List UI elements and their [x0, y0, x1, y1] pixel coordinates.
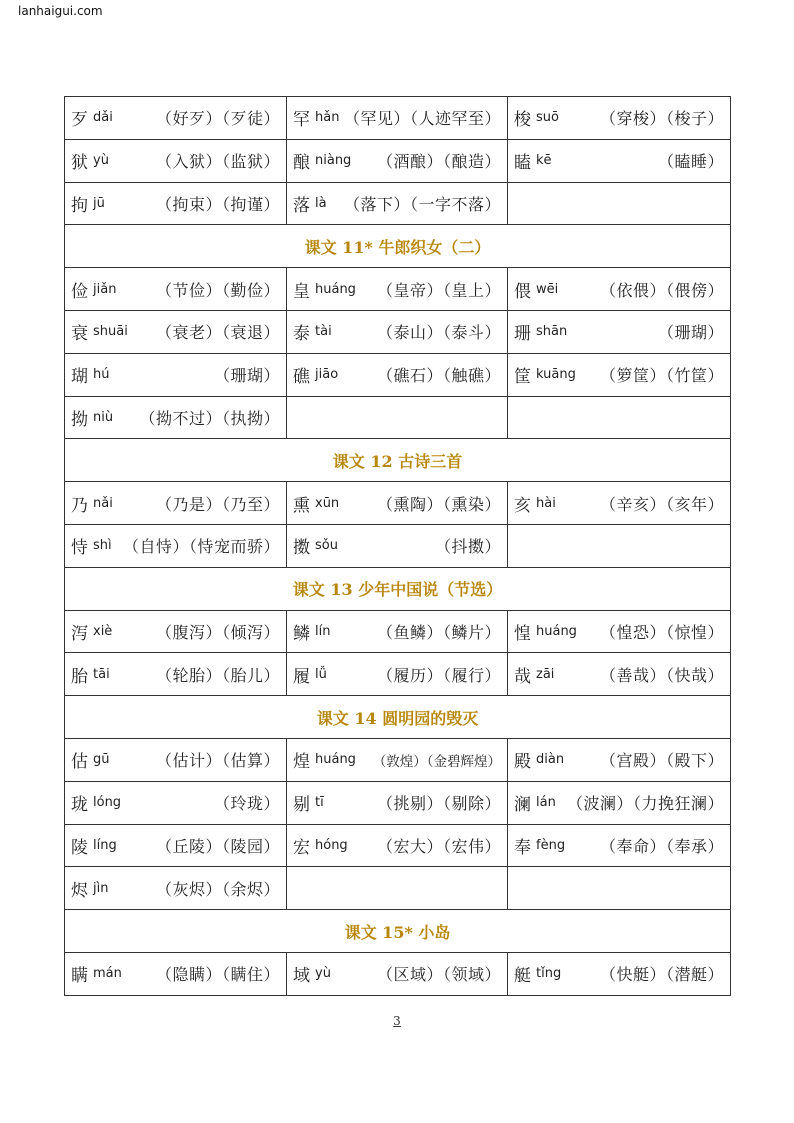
- pinyin: xiè: [93, 623, 113, 639]
- example-words: （珊瑚）: [213, 366, 280, 386]
- example-words: （好歹）（歹徒）: [155, 109, 280, 129]
- pinyin: tài: [315, 324, 332, 340]
- character: 狱: [71, 153, 88, 174]
- vocab-cell: [65, 738, 287, 781]
- character: 熏: [293, 495, 310, 516]
- pinyin: shān: [536, 324, 568, 340]
- pinyin: sǒu: [315, 538, 338, 554]
- character: 瑚: [71, 367, 88, 388]
- pinyin: shuāi: [93, 324, 128, 340]
- table-row: [65, 781, 731, 824]
- vocab-cell: [65, 396, 287, 439]
- pinyin: lóng: [93, 795, 122, 811]
- example-words: （泰山）（泰斗）: [376, 323, 501, 343]
- pinyin: jiǎn: [93, 281, 117, 297]
- vocab-cell: [65, 781, 287, 824]
- pinyin: kuāng: [536, 367, 576, 383]
- lesson-title-row: [65, 567, 731, 610]
- table-row: [65, 482, 731, 525]
- pinyin: tī: [315, 795, 324, 811]
- lesson-title-row: [65, 225, 731, 268]
- pinyin: hú: [93, 367, 110, 383]
- character: 落: [293, 195, 310, 216]
- example-words: （熏陶）（熏染）: [376, 494, 501, 514]
- vocab-cell: [287, 653, 508, 696]
- character: 筐: [514, 367, 531, 388]
- pinyin: niàng: [315, 153, 352, 169]
- empty-cell: [508, 182, 731, 225]
- example-words: （乃是）（乃至）: [155, 494, 280, 514]
- pinyin: huáng: [315, 281, 356, 297]
- example-words: （拘束）（拘谨）: [155, 194, 280, 214]
- character: 瞌: [514, 153, 531, 174]
- vocab-cell: [508, 268, 731, 311]
- table-row: [65, 182, 731, 225]
- vocab-cell: [65, 867, 287, 910]
- pinyin: yù: [93, 153, 109, 169]
- pinyin: niù: [93, 409, 114, 425]
- example-words: （礁石）（触礁）: [376, 366, 501, 386]
- pinyin: lán: [536, 795, 556, 811]
- lesson-title: 课文 12 古诗三首: [65, 439, 731, 482]
- example-words: （宏大）（宏伟）: [376, 836, 501, 856]
- character: 泰: [293, 324, 310, 345]
- example-words: （穿梭）（梭子）: [599, 109, 724, 129]
- character: 奉: [514, 837, 531, 858]
- character: 估: [71, 752, 88, 773]
- example-words: （鱼鳞）（鳞片）: [376, 622, 501, 642]
- example-words: （珊瑚）: [657, 323, 724, 343]
- vocab-cell: [287, 139, 508, 182]
- pinyin: lín: [315, 623, 331, 639]
- table-row: [65, 97, 731, 140]
- vocab-cell: [508, 310, 731, 353]
- example-words: （履历）（履行）: [376, 665, 501, 685]
- vocab-cell: [65, 824, 287, 867]
- example-words: （拗不过）（执拗）: [139, 408, 280, 428]
- example-words: （腹泻）（倾泻）: [155, 622, 280, 642]
- character: 皇: [293, 281, 310, 302]
- example-words: （隐瞒）（瞒住）: [155, 965, 280, 985]
- pinyin: tāi: [93, 666, 110, 682]
- lesson-title: 课文 13 少年中国说（节选）: [65, 567, 731, 610]
- empty-cell: [287, 396, 508, 439]
- character: 澜: [514, 795, 531, 816]
- pinyin: líng: [93, 837, 117, 853]
- character: 宏: [293, 837, 310, 858]
- character: 乃: [71, 495, 88, 516]
- example-words: （估计）（估算）: [155, 751, 280, 771]
- vocab-cell: [287, 610, 508, 653]
- pinyin: jū: [93, 195, 105, 211]
- pinyin: jìn: [93, 880, 109, 896]
- character: 剔: [293, 795, 310, 816]
- vocab-cell: [287, 353, 508, 396]
- table-row: [65, 824, 731, 867]
- vocab-cell: [287, 952, 508, 995]
- character: 拘: [71, 195, 88, 216]
- table-row: [65, 867, 731, 910]
- vocab-cell: [65, 653, 287, 696]
- character: 瞒: [71, 966, 88, 987]
- table-row: [65, 610, 731, 653]
- example-words: （依偎）（偎傍）: [599, 280, 724, 300]
- page-number: 3: [393, 1014, 401, 1028]
- empty-cell: [508, 867, 731, 910]
- pinyin: lǚ: [315, 666, 327, 682]
- character: 艇: [514, 966, 531, 987]
- character: 煌: [293, 752, 310, 773]
- pinyin: tǐng: [536, 966, 562, 982]
- vocab-cell: [65, 182, 287, 225]
- example-words: （罕见）（人迹罕至）: [343, 109, 501, 129]
- pinyin: mán: [93, 966, 122, 982]
- vocab-cell: [508, 482, 731, 525]
- pinyin: diàn: [536, 752, 565, 768]
- example-words: （皇帝）（皇上）: [376, 280, 501, 300]
- vocab-cell: [287, 182, 508, 225]
- example-words: （玲珑）: [213, 794, 280, 814]
- character: 恃: [71, 538, 88, 559]
- lesson-title: 课文 11* 牛郎织女（二）: [65, 225, 731, 268]
- vocab-cell: [65, 524, 287, 567]
- example-words: （箩筐）（竹筐）: [599, 366, 724, 386]
- character: 惶: [514, 623, 531, 644]
- example-words: （奉命）（奉承）: [599, 836, 724, 856]
- pinyin: là: [315, 195, 327, 211]
- pinyin: suō: [536, 110, 559, 126]
- vocab-cell: [65, 610, 287, 653]
- table-row: [65, 738, 731, 781]
- table-row: [65, 396, 731, 439]
- vocab-cell: [65, 139, 287, 182]
- pinyin: kē: [536, 153, 552, 169]
- character: 歹: [71, 110, 88, 131]
- character: 珊: [514, 324, 531, 345]
- example-words: （区域）（领域）: [376, 965, 501, 985]
- example-words: （辛亥）（亥年）: [599, 494, 724, 514]
- vocab-cell: [287, 268, 508, 311]
- empty-cell: [287, 867, 508, 910]
- character: 俭: [71, 281, 88, 302]
- table-row: [65, 353, 731, 396]
- example-words: （入狱）（监狱）: [155, 152, 280, 172]
- character: 胎: [71, 666, 88, 687]
- character: 礁: [293, 367, 310, 388]
- table-row: [65, 524, 731, 567]
- example-words: （自恃）（恃宠而骄）: [122, 537, 280, 557]
- character: 域: [293, 966, 310, 987]
- example-words: （丘陵）（陵园）: [155, 836, 280, 856]
- lesson-title: 课文 14 圆明园的毁灭: [65, 696, 731, 739]
- character: 鳞: [293, 623, 310, 644]
- example-words: （瞌睡）: [657, 152, 724, 172]
- vocab-cell: [508, 738, 731, 781]
- example-words: （灰烬）（余烬）: [155, 879, 280, 899]
- character: 陵: [71, 837, 88, 858]
- example-words: （宫殿）（殿下）: [599, 751, 724, 771]
- character: 衰: [71, 324, 88, 345]
- vocab-cell: [508, 824, 731, 867]
- example-words: （快艇）（潜艇）: [599, 965, 724, 985]
- example-words: （抖擞）: [434, 537, 501, 557]
- lesson-title-row: [65, 910, 731, 953]
- pinyin: jiāo: [315, 367, 339, 383]
- pinyin: huáng: [536, 623, 577, 639]
- pinyin: zāi: [536, 666, 555, 682]
- vocab-cell: [65, 353, 287, 396]
- lesson-title: 课文 15* 小岛: [65, 910, 731, 953]
- vocab-cell: [287, 824, 508, 867]
- pinyin: dǎi: [93, 110, 113, 126]
- character: 泻: [71, 623, 88, 644]
- pinyin: gū: [93, 752, 110, 768]
- character: 哉: [514, 666, 531, 687]
- vocabulary-table: [64, 96, 731, 996]
- pinyin: hóng: [315, 837, 348, 853]
- vocab-cell: [287, 310, 508, 353]
- vocab-cell: [508, 353, 731, 396]
- table-row: [65, 268, 731, 311]
- vocab-cell: [508, 97, 731, 140]
- vocab-cell: [508, 139, 731, 182]
- lesson-title-row: [65, 439, 731, 482]
- character: 擞: [293, 538, 310, 559]
- vocab-cell: [287, 97, 508, 140]
- character: 偎: [514, 281, 531, 302]
- vocab-cell: [508, 610, 731, 653]
- pinyin: hǎn: [315, 110, 340, 126]
- table-row: [65, 653, 731, 696]
- empty-cell: [508, 524, 731, 567]
- vocab-cell: [65, 268, 287, 311]
- table-row: [65, 952, 731, 995]
- vocab-cell: [287, 524, 508, 567]
- vocab-cell: [65, 952, 287, 995]
- character: 履: [293, 666, 310, 687]
- table-row: [65, 139, 731, 182]
- pinyin: yù: [315, 966, 331, 982]
- vocab-cell: [287, 482, 508, 525]
- example-words: （落下）（一字不落）: [343, 194, 501, 214]
- site-watermark: lanhaigui.com: [18, 4, 103, 18]
- character: 珑: [71, 795, 88, 816]
- pinyin: fèng: [536, 837, 566, 853]
- vocab-cell: [508, 781, 731, 824]
- example-words: （惶恐）（惊惶）: [599, 622, 724, 642]
- pinyin: shì: [93, 538, 112, 554]
- example-words: （善哉）（快哉）: [599, 665, 724, 685]
- vocab-cell: [287, 781, 508, 824]
- vocab-cell: [65, 97, 287, 140]
- table-row: [65, 310, 731, 353]
- empty-cell: [508, 396, 731, 439]
- vocab-cell: [65, 310, 287, 353]
- character: 亥: [514, 495, 531, 516]
- character: 罕: [293, 110, 310, 131]
- example-words: （挑剔）（剔除）: [376, 794, 501, 814]
- character: 拗: [71, 409, 88, 430]
- example-words: （酒酿）（酿造）: [376, 152, 501, 172]
- example-words: （敦煌）（金碧辉煌）: [372, 753, 501, 770]
- character: 殿: [514, 752, 531, 773]
- vocab-cell: [287, 738, 508, 781]
- pinyin: nǎi: [93, 495, 113, 511]
- character: 梭: [514, 110, 531, 131]
- vocab-cell: [508, 952, 731, 995]
- lesson-title-row: [65, 696, 731, 739]
- character: 酿: [293, 153, 310, 174]
- example-words: （轮胎）（胎儿）: [155, 665, 280, 685]
- example-words: （节俭）（勤俭）: [155, 280, 280, 300]
- example-words: （衰老）（衰退）: [155, 323, 280, 343]
- pinyin: hài: [536, 495, 556, 511]
- vocab-cell: [508, 653, 731, 696]
- pinyin: huáng: [315, 752, 356, 768]
- pinyin: wēi: [536, 281, 559, 297]
- character: 烬: [71, 880, 88, 901]
- vocab-cell: [65, 482, 287, 525]
- example-words: （波澜）（力挽狂澜）: [566, 794, 724, 814]
- pinyin: xūn: [315, 495, 340, 511]
